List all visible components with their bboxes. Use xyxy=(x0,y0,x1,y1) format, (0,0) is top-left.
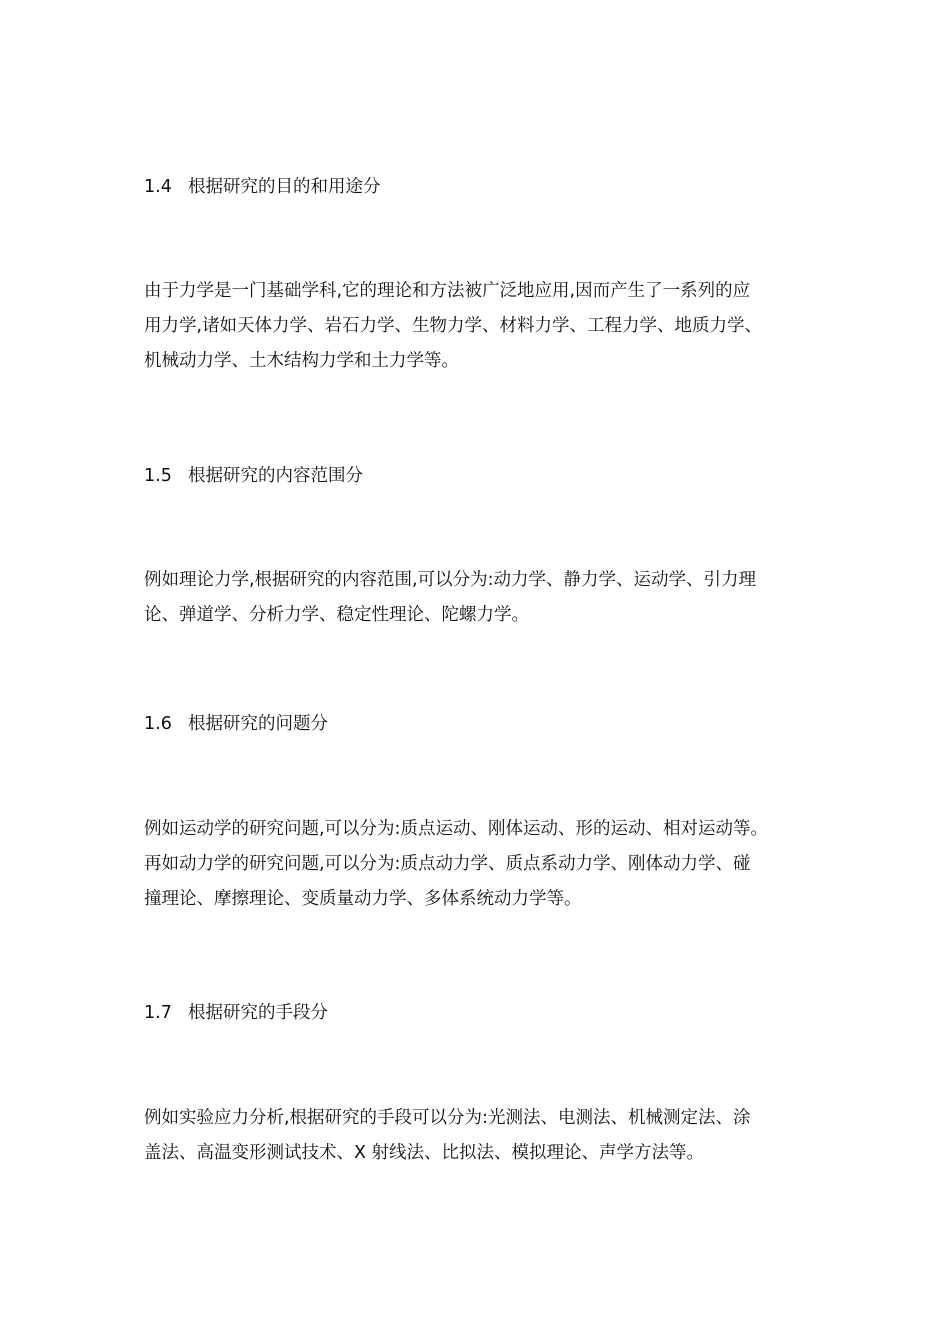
section-title: 根据研究的目的和用途分 xyxy=(188,177,381,197)
paragraph-line: 例如运动学的研究问题,可以分为:质点运动、刚体运动、形的运动、相对运动等。 xyxy=(144,819,768,839)
section-number: 1.6 xyxy=(144,714,172,734)
section-paragraph-1-7 xyxy=(144,1101,812,1171)
section-paragraph-1-6 xyxy=(144,812,812,917)
section-title: 根据研究的问题分 xyxy=(188,714,328,734)
section-heading-1-6 xyxy=(144,712,812,736)
paragraph-line: 撞理论、摩擦理论、变质量动力学、多体系统动力学等。 xyxy=(144,889,582,909)
paragraph-line: 机械动力学、土木结构力学和土力学等。 xyxy=(144,351,459,371)
section-heading-1-7 xyxy=(144,1001,812,1025)
paragraph-line: 盖法、高温变形测试技术、X 射线法、比拟法、模拟理论、声学方法等。 xyxy=(144,1143,705,1163)
section-heading-1-4 xyxy=(144,175,812,199)
section-paragraph-1-5 xyxy=(144,563,812,633)
section-title: 根据研究的内容范围分 xyxy=(188,466,363,486)
section-title: 根据研究的手段分 xyxy=(188,1003,328,1023)
paragraph-line: 例如理论力学,根据研究的内容范围,可以分为:动力学、静力学、运动学、引力理 xyxy=(144,570,757,590)
paragraph-line: 由于力学是一门基础学科,它的理论和方法被广泛地应用,因而产生了一系列的应 xyxy=(144,281,751,301)
section-number: 1.4 xyxy=(144,177,172,197)
paragraph-line: 用力学,诸如天体力学、岩石力学、生物力学、材料力学、工程力学、地质力学、 xyxy=(144,316,763,336)
section-number: 1.5 xyxy=(144,466,172,486)
paragraph-line: 例如实验应力分析,根据研究的手段可以分为:光测法、电测法、机械测定法、涂 xyxy=(144,1108,751,1128)
section-heading-1-5 xyxy=(144,464,812,488)
paragraph-line: 再如动力学的研究问题,可以分为:质点动力学、质点系动力学、刚体动力学、碰 xyxy=(144,854,751,874)
paragraph-line: 论、弹道学、分析力学、稳定性理论、陀螺力学。 xyxy=(144,605,529,625)
section-number: 1.7 xyxy=(144,1003,172,1023)
section-paragraph-1-4 xyxy=(144,274,812,379)
